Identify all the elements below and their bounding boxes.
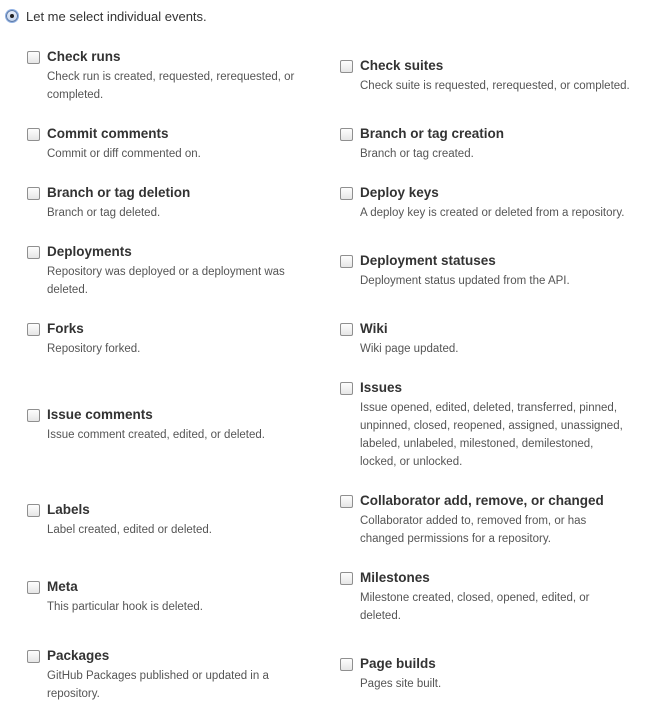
commit-comments-checkbox[interactable] [27, 128, 40, 141]
milestones-description: Milestone created, closed, opened, edited, or deleted. [360, 592, 590, 622]
issues-description: Issue opened, edited, deleted, transferred, pinned, unpinned, closed, reopened, assigned, unassigned, labeled, unlabeled, milestoned, demilestoned, locked, or unlocked. [360, 402, 623, 468]
branch-or-tag-deletion-checkbox[interactable] [27, 187, 40, 200]
commit-comments-title[interactable]: Commit comments [47, 126, 169, 141]
check-runs-title[interactable]: Check runs [47, 49, 121, 64]
check-suites-checkbox[interactable] [340, 60, 353, 73]
collaborator-description: Collaborator added to, removed from, or has changed permissions for a repository. [360, 515, 587, 545]
milestones-title[interactable]: Milestones [360, 570, 430, 585]
milestones-checkbox[interactable] [340, 572, 353, 585]
check-runs-checkbox[interactable] [27, 51, 40, 64]
issue-comments-title[interactable]: Issue comments [47, 407, 153, 422]
deploy-keys-description: A deploy key is created or deleted from a repository. [360, 207, 625, 219]
forks-checkbox[interactable] [27, 323, 40, 336]
branch-or-tag-creation-title[interactable]: Branch or tag creation [360, 126, 505, 141]
deployments-description: Repository was deployed or a deployment was deleted. [47, 266, 285, 296]
meta-checkbox[interactable] [27, 581, 40, 594]
forks-title[interactable]: Forks [47, 321, 84, 336]
issues-title[interactable]: Issues [360, 380, 403, 395]
commit-comments-description: Commit or diff commented on. [47, 148, 201, 160]
packages-checkbox[interactable] [27, 650, 40, 663]
check-suites-title[interactable]: Check suites [360, 58, 444, 73]
meta-title[interactable]: Meta [47, 579, 78, 594]
deploy-keys-checkbox[interactable] [340, 187, 353, 200]
collaborator-checkbox[interactable] [340, 495, 353, 508]
page-builds-title[interactable]: Page builds [360, 656, 436, 671]
deployment-statuses-description: Deployment status updated from the API. [360, 275, 570, 287]
page-builds-checkbox[interactable] [340, 658, 353, 671]
issue-comments-description: Issue comment created, edited, or deleted. [47, 429, 265, 441]
wiki-title[interactable]: Wiki [360, 321, 388, 336]
deployment-statuses-checkbox[interactable] [340, 255, 353, 268]
page-builds-description: Pages site built. [360, 678, 442, 690]
deployments-checkbox[interactable] [27, 246, 40, 259]
radio-selected-dot [10, 14, 14, 18]
labels-title[interactable]: Labels [47, 502, 90, 517]
packages-description: GitHub Packages published or updated in a repository. [47, 670, 269, 700]
branch-or-tag-deletion-title[interactable]: Branch or tag deletion [47, 185, 191, 200]
select-individual-events-radio[interactable] [6, 10, 18, 22]
collaborator-title[interactable]: Collaborator add, remove, or changed [360, 493, 604, 508]
select-individual-events-option[interactable] [6, 6, 207, 26]
check-runs-description: Check run is created, requested, rerequested, or completed. [47, 71, 295, 101]
labels-checkbox[interactable] [27, 504, 40, 517]
wiki-description: Wiki page updated. [360, 343, 459, 355]
wiki-checkbox[interactable] [340, 323, 353, 336]
forks-description: Repository forked. [47, 343, 141, 355]
branch-or-tag-creation-description: Branch or tag created. [360, 148, 474, 160]
check-suites-description: Check suite is requested, rerequested, or completed. [360, 80, 630, 92]
packages-title[interactable]: Packages [47, 648, 110, 663]
issues-checkbox[interactable] [340, 382, 353, 395]
branch-or-tag-creation-checkbox[interactable] [340, 128, 353, 141]
labels-description: Label created, edited or deleted. [47, 524, 212, 536]
select-individual-events-label[interactable]: Let me select individual events. [26, 8, 207, 24]
issue-comments-checkbox[interactable] [27, 409, 40, 422]
branch-or-tag-deletion-description: Branch or tag deleted. [47, 207, 161, 219]
deployments-title[interactable]: Deployments [47, 244, 132, 259]
deploy-keys-title[interactable]: Deploy keys [360, 185, 439, 200]
meta-description: This particular hook is deleted. [47, 601, 203, 613]
deployment-statuses-title[interactable]: Deployment statuses [360, 253, 496, 268]
